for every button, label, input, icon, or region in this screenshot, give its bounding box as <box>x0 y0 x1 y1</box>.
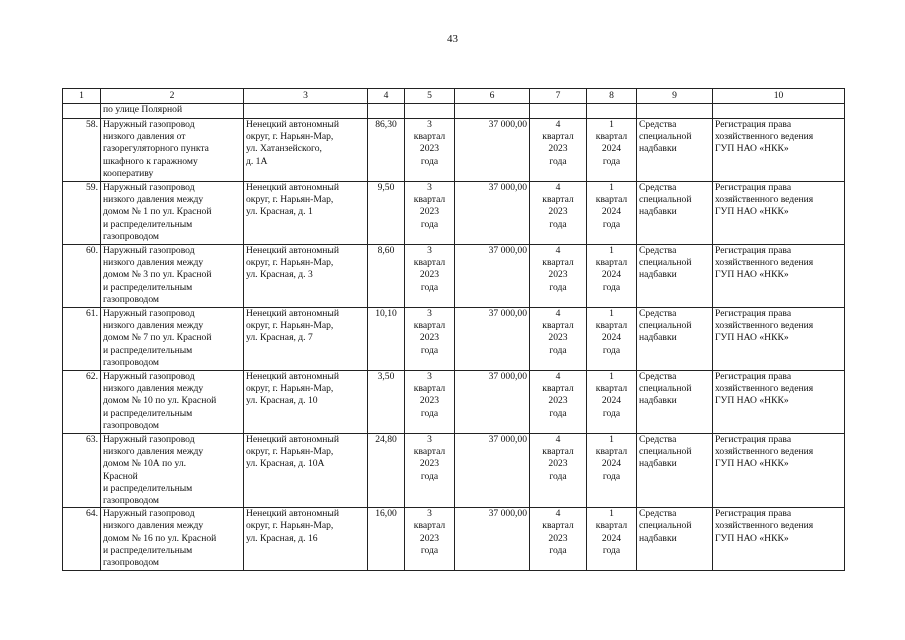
cost-value: 37 000,00 <box>455 308 530 371</box>
table-row <box>63 245 845 308</box>
table-cell <box>455 104 530 119</box>
object-name: Наружный газопровод низкого давления между домом № 3 по ул. Красной и распределительным газопроводом <box>101 245 244 308</box>
column-header: 6 <box>455 89 530 104</box>
funding-source: Средства специальной надбавки <box>637 434 713 508</box>
cost-value: 37 000,00 <box>455 434 530 508</box>
length-value: 16,00 <box>368 508 405 571</box>
cost-value: 37 000,00 <box>455 119 530 182</box>
start-period: 3 квартал 2023 года <box>405 371 455 434</box>
start-period: 3 квартал 2023 года <box>405 434 455 508</box>
funding-source: Средства специальной надбавки <box>637 119 713 182</box>
table-cell <box>405 104 455 119</box>
end-period: 1 квартал 2024 года <box>587 245 637 308</box>
start-period: 3 квартал 2023 года <box>405 508 455 571</box>
row-number: 58. <box>63 119 101 182</box>
continuation-object: по улице Полярной <box>101 104 244 119</box>
row-number: 61. <box>63 308 101 371</box>
object-address: Ненецкий автономный округ, г. Нарьян-Мар, ул. Хатанзейского, д. 1А <box>244 119 368 182</box>
object-name: Наружный газопровод низкого давления между домом № 1 по ул. Красной и распределительным газопроводом <box>101 182 244 245</box>
length-value: 10,10 <box>368 308 405 371</box>
funding-source: Средства специальной надбавки <box>637 508 713 571</box>
length-value: 86,30 <box>368 119 405 182</box>
stage-period: 4 квартал 2023 года <box>530 182 587 245</box>
table-cell <box>713 104 845 119</box>
row-number: 62. <box>63 371 101 434</box>
row-number: 59. <box>63 182 101 245</box>
length-value: 3,50 <box>368 371 405 434</box>
column-header: 5 <box>405 89 455 104</box>
funding-source: Средства специальной надбавки <box>637 308 713 371</box>
note-text: Регистрация права хозяйственного ведения ГУП НАО «НКК» <box>713 308 845 371</box>
object-name: Наружный газопровод низкого давления между домом № 10 по ул. Красной и распределительным газопроводом <box>101 371 244 434</box>
end-period: 1 квартал 2024 года <box>587 434 637 508</box>
cost-value: 37 000,00 <box>455 508 530 571</box>
stage-period: 4 квартал 2023 года <box>530 371 587 434</box>
object-address: Ненецкий автономный округ, г. Нарьян-Мар, ул. Красная, д. 3 <box>244 245 368 308</box>
cost-value: 37 000,00 <box>455 371 530 434</box>
table-cell <box>244 104 368 119</box>
end-period: 1 квартал 2024 года <box>587 182 637 245</box>
table-row <box>63 308 845 371</box>
length-value: 9,50 <box>368 182 405 245</box>
stage-period: 4 квартал 2023 года <box>530 308 587 371</box>
note-text: Регистрация права хозяйственного ведения ГУП НАО «НКК» <box>713 182 845 245</box>
header-row <box>63 89 845 104</box>
length-value: 8,60 <box>368 245 405 308</box>
table-cell <box>637 104 713 119</box>
object-address: Ненецкий автономный округ, г. Нарьян-Мар, ул. Красная, д. 10 <box>244 371 368 434</box>
funding-source: Средства специальной надбавки <box>637 245 713 308</box>
page-number: 43 <box>447 33 458 45</box>
stage-period: 4 квартал 2023 года <box>530 119 587 182</box>
table-row <box>63 119 845 182</box>
object-address: Ненецкий автономный округ, г. Нарьян-Мар, ул. Красная, д. 1 <box>244 182 368 245</box>
table-cell <box>587 104 637 119</box>
table-cell <box>63 104 101 119</box>
table-row <box>63 182 845 245</box>
start-period: 3 квартал 2023 года <box>405 182 455 245</box>
table-row <box>63 508 845 571</box>
column-header: 9 <box>637 89 713 104</box>
object-name: Наружный газопровод низкого давления от газорегуляторного пункта шкафного к гаражному кооперативу <box>101 119 244 182</box>
table-row <box>63 371 845 434</box>
end-period: 1 квартал 2024 года <box>587 308 637 371</box>
start-period: 3 квартал 2023 года <box>405 308 455 371</box>
object-name: Наружный газопровод низкого давления между домом № 16 по ул. Красной и распределительным газопроводом <box>101 508 244 571</box>
cost-value: 37 000,00 <box>455 182 530 245</box>
column-header: 2 <box>101 89 244 104</box>
stage-period: 4 квартал 2023 года <box>530 245 587 308</box>
object-name: Наружный газопровод низкого давления между домом № 7 по ул. Красной и распределительным газопроводом <box>101 308 244 371</box>
stage-period: 4 квартал 2023 года <box>530 434 587 508</box>
table-cell <box>368 104 405 119</box>
funding-source: Средства специальной надбавки <box>637 371 713 434</box>
note-text: Регистрация права хозяйственного ведения ГУП НАО «НКК» <box>713 119 845 182</box>
object-name: Наружный газопровод низкого давления между домом № 10А по ул. Красной и распределительным газопроводом <box>101 434 244 508</box>
length-value: 24,80 <box>368 434 405 508</box>
end-period: 1 квартал 2024 года <box>587 508 637 571</box>
end-period: 1 квартал 2024 года <box>587 371 637 434</box>
funding-source: Средства специальной надбавки <box>637 182 713 245</box>
object-address: Ненецкий автономный округ, г. Нарьян-Мар, ул. Красная, д. 10А <box>244 434 368 508</box>
column-header: 4 <box>368 89 405 104</box>
continuation-row <box>63 104 845 119</box>
row-number: 60. <box>63 245 101 308</box>
start-period: 3 квартал 2023 года <box>405 245 455 308</box>
column-header: 10 <box>713 89 845 104</box>
object-address: Ненецкий автономный округ, г. Нарьян-Мар, ул. Красная, д. 7 <box>244 308 368 371</box>
note-text: Регистрация права хозяйственного ведения ГУП НАО «НКК» <box>713 434 845 508</box>
column-header: 8 <box>587 89 637 104</box>
object-address: Ненецкий автономный округ, г. Нарьян-Мар, ул. Красная, д. 16 <box>244 508 368 571</box>
cost-value: 37 000,00 <box>455 245 530 308</box>
note-text: Регистрация права хозяйственного ведения ГУП НАО «НКК» <box>713 371 845 434</box>
row-number: 63. <box>63 434 101 508</box>
note-text: Регистрация права хозяйственного ведения ГУП НАО «НКК» <box>713 508 845 571</box>
end-period: 1 квартал 2024 года <box>587 119 637 182</box>
table-row <box>63 434 845 508</box>
table-cell <box>530 104 587 119</box>
column-header: 1 <box>63 89 101 104</box>
note-text: Регистрация права хозяйственного ведения ГУП НАО «НКК» <box>713 245 845 308</box>
column-header: 3 <box>244 89 368 104</box>
objects-table <box>62 88 845 571</box>
row-number: 64. <box>63 508 101 571</box>
column-header: 7 <box>530 89 587 104</box>
start-period: 3 квартал 2023 года <box>405 119 455 182</box>
stage-period: 4 квартал 2023 года <box>530 508 587 571</box>
